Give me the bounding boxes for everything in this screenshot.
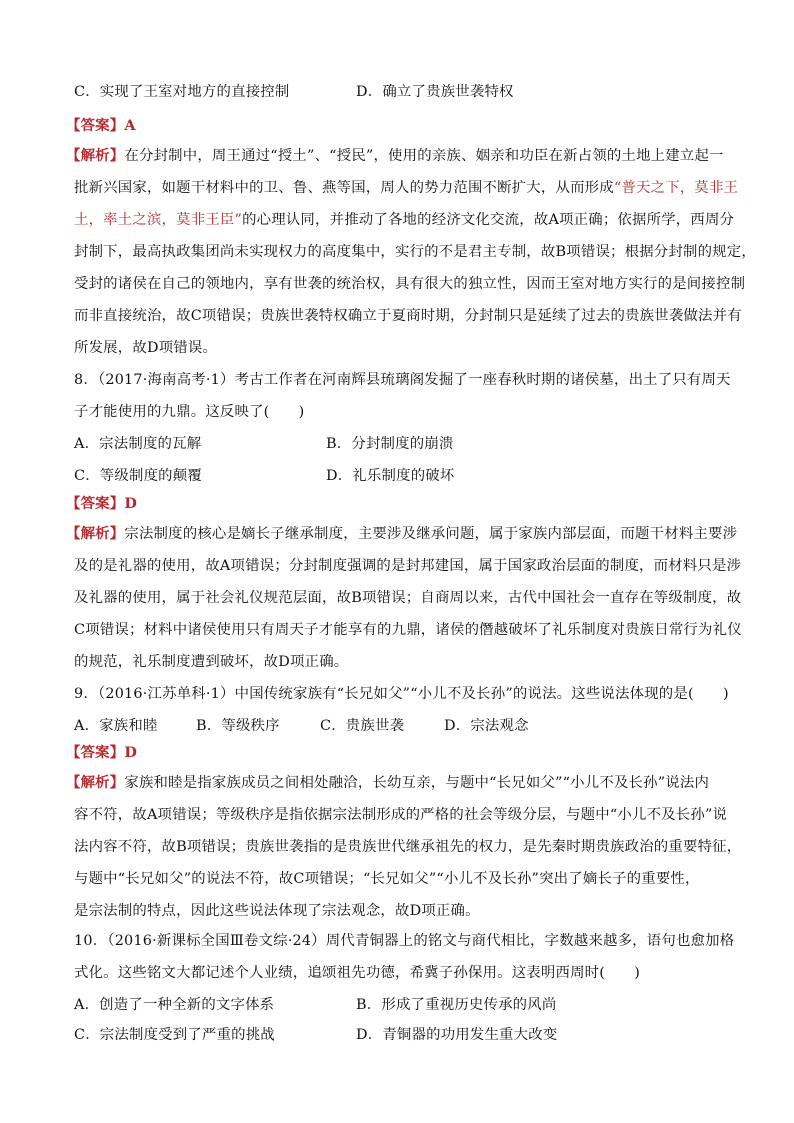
q10-stem-line-1: 10．（2016·新课标全国Ⅲ卷文综·24）周代青铜器上的铭文与商代相比，字数越来越多，语句也愈加格 <box>74 933 735 949</box>
q8-analysis-line-3: 及礼器的使用，属于社会礼仪规范层面，故B项错误；自商周以来，古代中国社会一直存在等级制度，故 <box>74 590 742 606</box>
analysis-label: 【解析】 <box>66 525 125 542</box>
q8-analysis-line-4: C项错误；材料中诸侯使用只有周天子才能享有的九鼎，诸侯的僭越破坏了礼乐制度对贵族日常行为礼仪 <box>74 622 742 638</box>
answer-label: 【答案】 <box>66 744 125 761</box>
q7-analysis-line-1 <box>66 147 724 165</box>
analysis-text: 宗法制度的核心是嫡长子继承制度，主要涉及继承问题，属于家族内部层面，而题干材料主要涉 <box>124 526 738 542</box>
q10-stem-line-2: 式化。这些铭文大都记述个人业绩，追颂祖先功德，希冀子孙保用。这表明西周时( ) <box>74 965 641 981</box>
q7-answer <box>66 117 136 135</box>
q9-option-d: D．宗法观念 <box>444 718 529 734</box>
q8-option-d: D．礼乐制度的破坏 <box>326 468 455 484</box>
answer-label: 【答案】 <box>66 495 125 512</box>
analysis-text: 批新兴国家，如题干材料中的卫、鲁、燕等国，周人的势力范围不断扩大，从而形成 <box>74 180 614 196</box>
q10-option-d: D．青铜器的功用发生重大改变 <box>356 1027 558 1043</box>
q8-option-c: C．等级制度的颠覆 <box>74 468 202 484</box>
q9-analysis-line-3: 法内容不符，故B项错误；贵族世袭指的是贵族世代继承祖先的权力，是先秦时期贵族政治的重要特征， <box>74 839 742 855</box>
q9-answer <box>66 744 137 762</box>
q8-analysis-line-2: 及的是礼器的使用，故A项错误；分封制度强调的是封邦建国，属于国家政治层面的制度，而材料只是涉 <box>74 558 742 574</box>
q7-option-c: C．实现了王室对地方的直接控制 <box>74 84 290 100</box>
q9-option-b: B．等级秩序 <box>196 718 280 734</box>
q7-analysis-line-7: 所发展，故D项错误。 <box>74 340 218 356</box>
q8-analysis-line-1 <box>66 525 737 543</box>
answer-label: 【答案】 <box>66 117 125 134</box>
q8-stem-line-1: 8．（2017·海南高考·1）考古工作者在河南辉县琉璃阁发掘了一座春秋时期的诸侯墓，出土了只有周天 <box>74 372 731 388</box>
analysis-quote: 土，率土之滨，莫非王臣” <box>74 212 243 228</box>
analysis-label: 【解析】 <box>66 774 125 791</box>
analysis-label: 【解析】 <box>66 147 125 164</box>
analysis-quote: “普天之下，莫非王 <box>613 180 739 196</box>
analysis-text: 在分封制中，周王通过“授土”、“授民”，使用的亲族、姻亲和功臣在新占领的土地上建立起一 <box>124 148 724 164</box>
q8-stem-line-2: 子才能使用的九鼎。这反映了( ) <box>74 404 305 420</box>
analysis-text: 家族和睦是指家族成员之间相处融洽，长幼互亲，与题中“长兄如父”“小儿不及长孙”说法内 <box>124 775 710 791</box>
q9-analysis-line-1 <box>66 774 709 792</box>
q7-option-d: D．确立了贵族世袭特权 <box>356 84 514 100</box>
q7-analysis-line-6: 而非直接统治，故C项错误；贵族世袭特权确立于夏商时期，分封制只是延续了过去的贵族世袭做法并有 <box>74 308 742 324</box>
answer-value: A <box>124 117 136 134</box>
q8-option-b: B．分封制度的崩溃 <box>326 436 454 452</box>
q9-stem-line-1: 9．（2016·江苏单科·1）中国传统家族有“长兄如父”“小儿不及长孙”的说法。这些说法体现的是( ) <box>74 686 729 702</box>
q10-option-c: C．宗法制度受到了严重的挑战 <box>74 1027 275 1043</box>
q9-analysis-line-4: 与题中“长兄如父”的说法不符，故C项错误；“长兄如父”“小儿不及长孙”突出了嫡长子的重要性， <box>74 871 700 887</box>
q7-analysis-line-5: 受封的诸侯在自己的领地内，享有世袭的统治权，具有很大的独立性，因而王室对地方实行的是间接控制 <box>74 276 746 292</box>
q9-analysis-line-2: 容不符，故A项错误；等级秩序是指依据宗法制形成的严格的社会等级分层，与题中“小儿不及长孙”说 <box>74 807 728 823</box>
answer-value: D <box>124 495 138 512</box>
q9-option-c: C．贵族世袭 <box>320 718 405 734</box>
q8-answer <box>66 495 137 513</box>
q7-analysis-line-2 <box>74 179 738 197</box>
q8-option-a: A．宗法制度的瓦解 <box>74 436 202 452</box>
q8-analysis-line-5: 的规范，礼乐制度遭到破坏，故D项正确。 <box>74 654 349 670</box>
q7-analysis-line-4: 封制下，最高执政集团尚未实现权力的高度集中，实行的不是君主专制，故B项错误；根据分封制的规定， <box>74 244 756 260</box>
q10-option-b: B．形成了重视历史传承的风尚 <box>356 997 557 1013</box>
answer-value: D <box>124 744 138 761</box>
q9-option-a: A．家族和睦 <box>74 718 158 734</box>
q7-analysis-line-3 <box>74 211 734 229</box>
q10-option-a: A．创造了一种全新的文字体系 <box>74 997 275 1013</box>
q9-analysis-line-5: 是宗法制的特点，因此这些说法体现了宗法观念，故D项正确。 <box>74 903 480 919</box>
analysis-text: 的心理认同，并推动了各地的经济文化交流，故A项正确；依据所学，西周分 <box>242 212 735 228</box>
